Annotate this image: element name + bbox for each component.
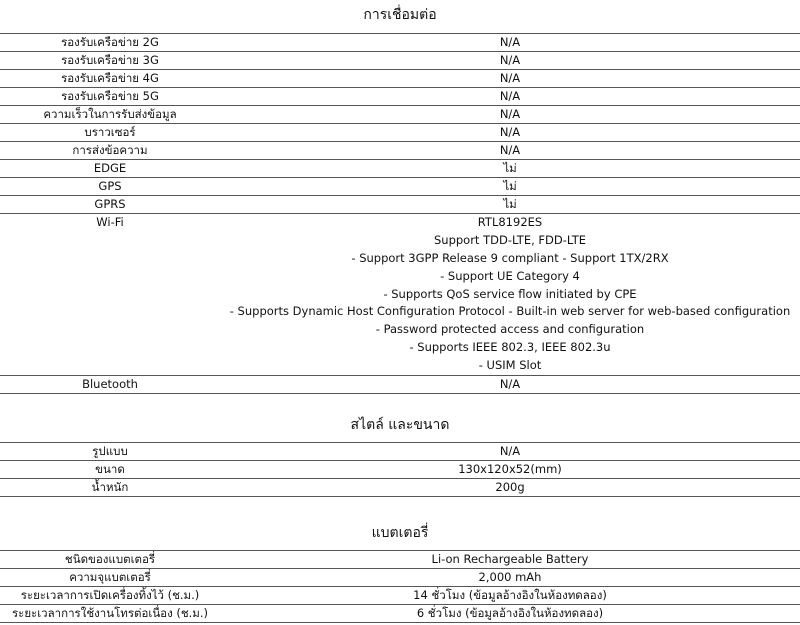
section-title: สไตล์ และขนาด <box>350 417 450 433</box>
spec-value: 14 ชั่วโมง (ข้อมูลอ้างอิงในห้องทดลอง) <box>220 587 800 605</box>
spec-value-line: - Support UE Category 4 <box>440 268 580 283</box>
spec-label: ชนิดของแบตเตอรี่ <box>0 551 220 569</box>
spec-value-line: - Supports QoS service flow initiated by CPE <box>383 286 637 301</box>
spec-label: Bluetooth <box>0 376 220 394</box>
spec-value: N/A <box>220 142 800 160</box>
spec-value-line: - USIM Slot <box>478 358 542 373</box>
spec-label: รองรับเครือข่าย 3G <box>0 52 220 70</box>
spec-value: 130x120x52(mm) <box>220 461 800 479</box>
spec-row <box>0 88 800 106</box>
spec-label: รองรับเครือข่าย 5G <box>0 88 220 106</box>
spec-row <box>0 376 800 394</box>
spec-label: น้ำหนัก <box>0 479 220 497</box>
spec-table <box>0 442 800 497</box>
spec-value: N/A <box>220 124 800 142</box>
spec-row <box>0 214 800 376</box>
spec-value-line: - Supports Dynamic Host Configuration Protocol - Built-in web server for web-based configuration <box>229 304 791 319</box>
spec-value: ไม่ <box>220 178 800 196</box>
spec-label: รองรับเครือข่าย 4G <box>0 70 220 88</box>
spec-value: N/A <box>220 443 800 461</box>
spec-value: N/A <box>220 52 800 70</box>
section-connectivity <box>0 5 800 394</box>
spec-value: 2,000 mAh <box>220 569 800 587</box>
spec-value-line: Support TDD-LTE, FDD-LTE <box>433 232 586 247</box>
spec-label: ระยะเวลาการเปิดเครื่องทิ้งไว้ (ช.ม.) <box>0 587 220 605</box>
spec-row <box>0 124 800 142</box>
spec-row <box>0 587 800 605</box>
spec-value: ไม่ <box>220 160 800 178</box>
spec-value-line: - Password protected access and configuration <box>375 322 645 337</box>
spec-label: ระยะเวลาการใช้งานโทรต่อเนื่อง (ช.ม.) <box>0 605 220 623</box>
spec-table <box>0 550 800 623</box>
spec-row <box>0 142 800 160</box>
spec-row <box>0 479 800 497</box>
section-battery <box>0 523 800 623</box>
spec-row <box>0 461 800 479</box>
spec-row <box>0 178 800 196</box>
spec-value: N/A <box>220 106 800 124</box>
section-title: แบตเตอรี่ <box>371 525 429 541</box>
spec-row <box>0 551 800 569</box>
spec-value: N/A <box>220 70 800 88</box>
spec-label: ความเร็วในการรับส่งข้อมูล <box>0 106 220 124</box>
spec-label: บราวเซอร์ <box>0 124 220 142</box>
spec-label: GPRS <box>0 196 220 214</box>
spec-row <box>0 160 800 178</box>
section-title: การเชื่อมต่อ <box>363 7 437 23</box>
spec-value: ไม่ <box>220 196 800 214</box>
spec-value: Li-on Rechargeable Battery <box>220 551 800 569</box>
spec-label: การส่งข้อความ <box>0 142 220 160</box>
spec-label: รองรับเครือข่าย 2G <box>0 34 220 52</box>
spec-row <box>0 106 800 124</box>
spec-row <box>0 605 800 623</box>
spec-label: GPS <box>0 178 220 196</box>
spec-value: N/A <box>220 34 800 52</box>
spec-row <box>0 569 800 587</box>
spec-label: รูปแบบ <box>0 443 220 461</box>
section-style-size <box>0 415 800 497</box>
spec-value: 6 ชั่วโมง (ข้อมูลอ้างอิงในห้องทดลอง) <box>220 605 800 623</box>
spec-value-line: - Supports IEEE 802.3, IEEE 802.3u <box>409 340 611 355</box>
spec-row <box>0 443 800 461</box>
spec-value: N/A <box>220 88 800 106</box>
spec-label: EDGE <box>0 160 220 178</box>
spec-label: Wi-Fi <box>0 214 220 376</box>
spec-row <box>0 196 800 214</box>
spec-value-line: - Support 3GPP Release 9 compliant - Support 1TX/2RX <box>351 250 669 265</box>
spec-row <box>0 52 800 70</box>
spec-table <box>0 33 800 394</box>
spec-value <box>220 214 800 376</box>
spec-label: ความจุแบตเตอรี่ <box>0 569 220 587</box>
spec-row <box>0 70 800 88</box>
spec-label: ขนาด <box>0 461 220 479</box>
spec-value: N/A <box>220 376 800 394</box>
spec-value: 200g <box>220 479 800 497</box>
spec-value-line: RTL8192ES <box>477 215 543 229</box>
spec-row <box>0 34 800 52</box>
